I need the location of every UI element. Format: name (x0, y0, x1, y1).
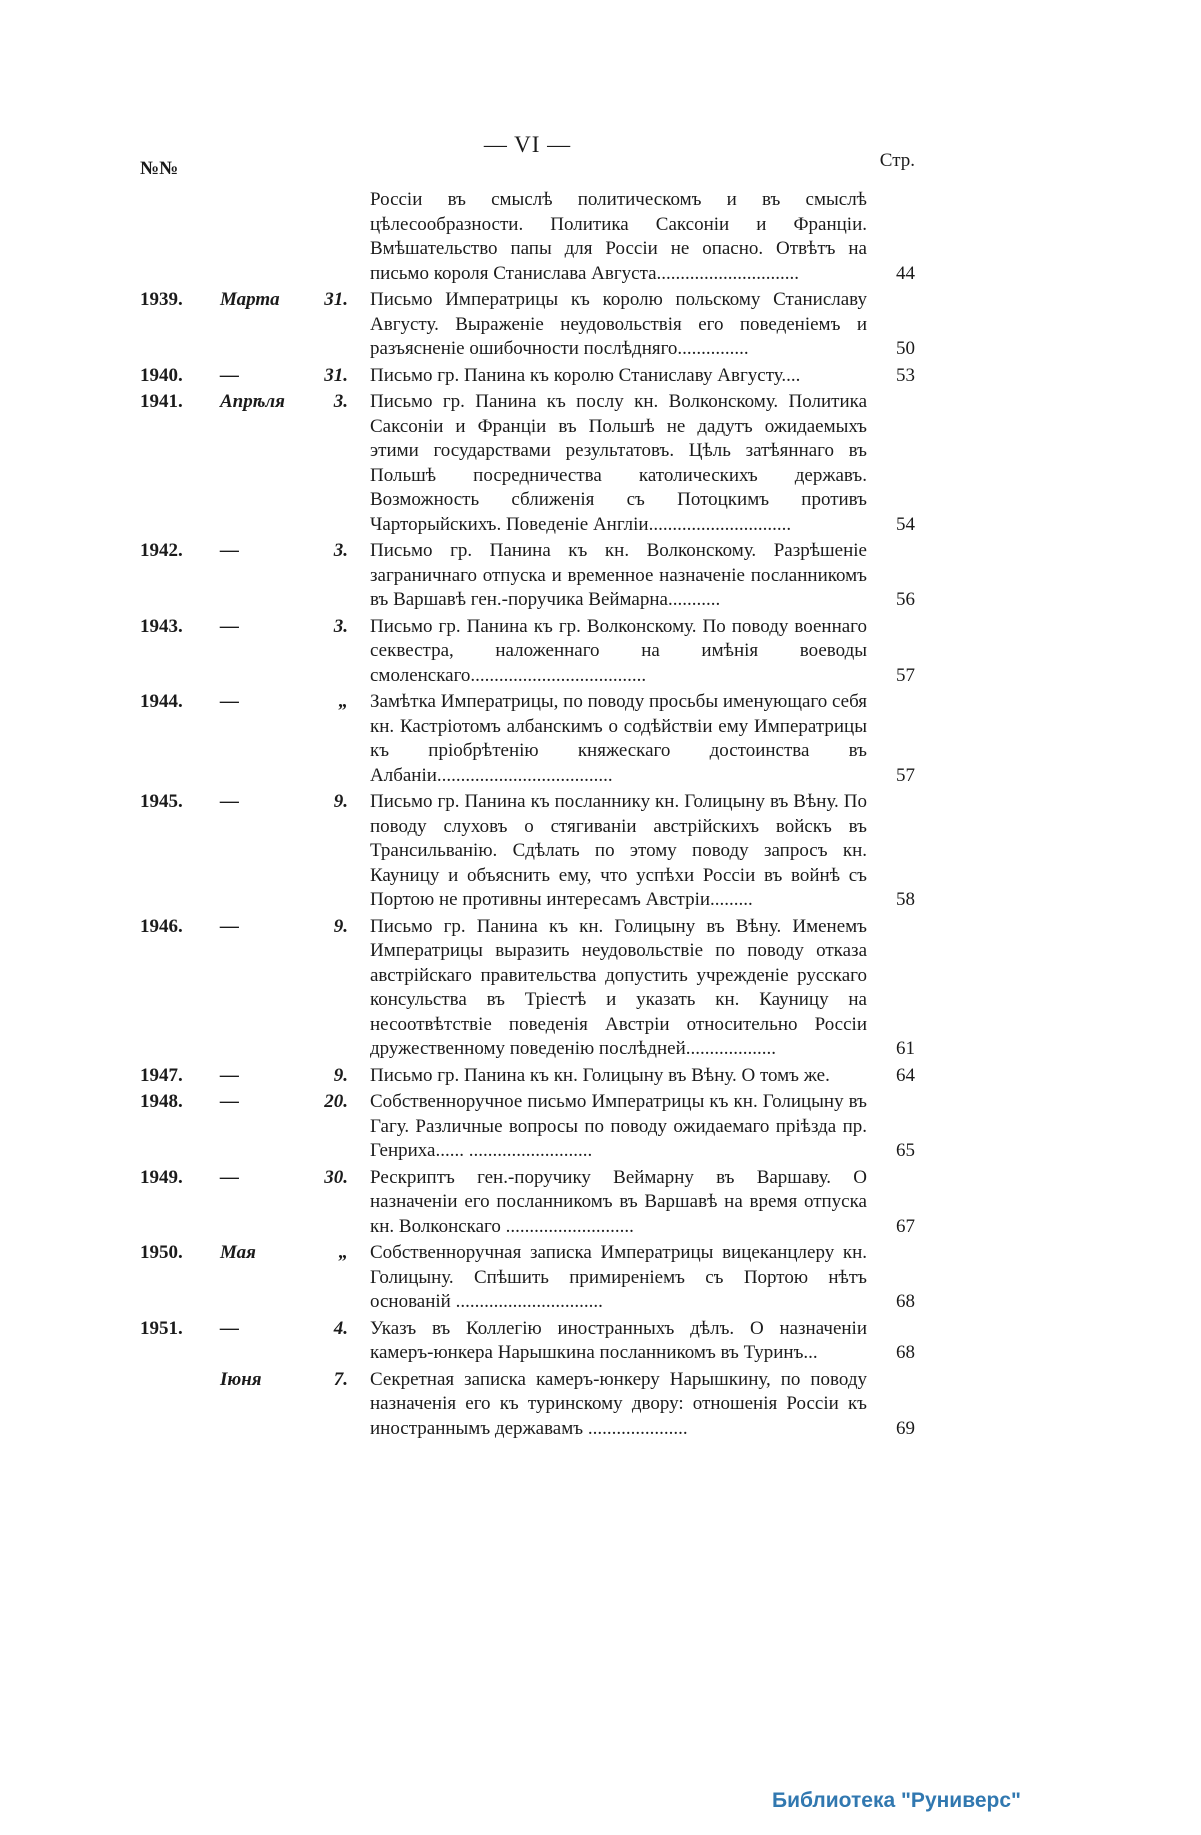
entry-day: 3. (333, 615, 348, 637)
entry-day: „ (338, 691, 348, 712)
entry-page: 56 (896, 589, 915, 610)
toc-entry (140, 615, 915, 689)
entry-page: 50 (896, 338, 915, 359)
entry-page: 67 (896, 1215, 915, 1237)
toc-entry (140, 364, 915, 389)
entry-page: 64 (896, 1064, 915, 1086)
entry-page: 65 (896, 1140, 915, 1161)
entry-text: Указъ въ Коллегію иностранныхъ дѣлъ. О назначеніи камеръ-юнкера Нарышкина посланникомъ въ Туринъ... (370, 1317, 867, 1363)
entry-day: 3. (333, 391, 348, 412)
entry-month: — (220, 615, 239, 637)
entry-text: Письмо гр. Панина къ кн. Волконскому. Разрѣшеніе заграничнаго отпуска и временное назначеніе посланникомъ въ Варшавѣ ген.-поручика Веймарна........... (370, 540, 867, 610)
entry-page: 44 (896, 262, 915, 284)
entry-page: 58 (896, 889, 915, 910)
entry-day: 20. (324, 1091, 348, 1112)
entry-day: 31. (324, 364, 348, 386)
numbers-column-header: №№ (140, 158, 179, 179)
entry-number: 1943. (140, 615, 183, 637)
entry-text: Россіи въ смыслѣ политическомъ и въ смыслѣ цѣлесообразности. Политика Саксоніи и Франціи. Вмѣшательство папы для Россіи не опасно. Отвѣтъ на письмо короля Станислава Августа.............................. (370, 189, 867, 284)
entry-month: Іюня (220, 1368, 262, 1390)
entry-text: Рескриптъ ген.-поручику Веймарну въ Варшаву. О назначеніи его посланникомъ въ Варшавѣ на время отпуска кн. Волконскаго ........................... (370, 1166, 867, 1237)
entry-number: 1948. (140, 1091, 183, 1112)
toc-entry (140, 1241, 915, 1315)
entry-page: 57 (896, 764, 915, 786)
entry-month: Марта (220, 289, 280, 310)
library-watermark: Библиотека "Руниверс" (771, 1789, 1021, 1812)
entry-day: 30. (324, 1166, 348, 1188)
entry-text: Собственноручное письмо Императрицы къ кн. Голицыну въ Гагу. Различные вопросы по поводу ожидаемаго пріѣзда пр. Генриха...... .......................... (370, 1091, 867, 1161)
entry-day: 4. (333, 1317, 348, 1339)
entry-page: 57 (896, 664, 915, 686)
entry-text: Письмо гр. Панина къ кн. Голицыну въ Вѣну. О томъ же. (370, 1064, 830, 1086)
entry-number: 1949. (140, 1166, 183, 1188)
entry-day: 31. (324, 289, 348, 310)
entry-month: — (220, 791, 239, 812)
toc-entry (140, 1090, 915, 1164)
entry-page: 68 (896, 1342, 915, 1363)
entry-page: 61 (896, 1038, 915, 1059)
page-column-header: Стр. (879, 150, 915, 171)
entry-month: — (220, 1064, 239, 1086)
toc-entry (140, 390, 915, 537)
page-number-roman: — VI — (483, 132, 572, 157)
entry-page: 68 (896, 1291, 915, 1312)
entry-text: Собственноручная записка Императрицы вицеканцлеру кн. Голицыну. Спѣшить примиреніемъ съ Портою нѣтъ основаній ............................... (370, 1242, 867, 1312)
entry-number: 1945. (140, 791, 183, 812)
entry-text: Замѣтка Императрицы, по поводу просьбы именующаго себя кн. Кастріотомъ албанскимъ о содѣйствіи ему Императрицы къ пріобрѣтенію княжескаго достоинства въ Албаніи..................................... (370, 691, 868, 786)
entry-number: 1939. (140, 289, 183, 310)
toc-entry (140, 690, 915, 788)
toc-entry (140, 1064, 915, 1089)
entry-number: 1941. (140, 391, 183, 412)
entry-text: Письмо Императрицы къ королю польскому Станиславу Августу. Выраженіе неудовольствія его поведеніемъ и разъясненіе ошибочности послѣдняго............... (370, 289, 867, 359)
entry-month: Апрѣля (220, 391, 285, 412)
toc-entry (140, 539, 915, 613)
entry-month: — (220, 1166, 239, 1188)
entry-day: 7. (333, 1368, 348, 1390)
toc-entry (140, 188, 915, 286)
toc-entry (140, 1317, 915, 1366)
entry-month: Мая (220, 1242, 256, 1263)
toc-entry (140, 790, 915, 913)
entry-page: 69 (896, 1417, 915, 1439)
toc-entry (140, 288, 915, 362)
entry-number: 1947. (140, 1064, 183, 1086)
entry-text: Письмо гр. Панина къ посланнику кн. Голицыну въ Вѣну. По поводу слуховъ о стягиваніи австрійскихъ войскъ въ Трансильванію. Сдѣлать по этому поводу запросъ кн. Кауницу и объяснить ему, что успѣхи Россіи въ войнѣ съ Портою не противны интересамъ Австріи......... (370, 791, 867, 910)
entry-day: 9. (333, 791, 348, 812)
entry-page: 54 (896, 513, 915, 535)
entry-number: 1951. (140, 1317, 183, 1339)
entry-month: — (220, 1091, 239, 1112)
entry-text: Письмо гр. Панина къ послу кн. Волконскому. Политика Саксоніи и Франціи въ Польшѣ не дадутъ ожидаемыхъ этими государствами результатовъ. Цѣль затѣяннаго въ Польшѣ посредничества католическихъ державъ. Возможность сближенія съ Потоцкимъ противъ Чарторыйскихъ. Поведеніе Англіи.............................. (370, 391, 867, 535)
entry-day: 9. (333, 1064, 348, 1086)
toc-entry (140, 915, 915, 1062)
toc-entry (140, 1368, 915, 1442)
entry-number: 1950. (140, 1242, 183, 1263)
entry-number: 1944. (140, 691, 183, 712)
entry-day: 9. (333, 915, 348, 937)
entry-month: — (220, 1317, 239, 1339)
entry-month: — (220, 691, 239, 712)
entry-day: 3. (333, 540, 348, 561)
toc-page (140, 132, 915, 1443)
entry-number: 1942. (140, 540, 183, 561)
entry-number: 1946. (140, 915, 183, 937)
entry-text: Секретная записка камеръ-юнкеру Нарышкину, по поводу назначенія его къ туринскому двору: отношенія Россіи къ иностраннымъ державамъ ..................... (370, 1368, 867, 1439)
entry-month: — (220, 540, 239, 561)
entry-day: „ (338, 1242, 348, 1263)
entry-text: Письмо гр. Панина къ кн. Голицыну въ Вѣну. Именемъ Императрицы выразить неудовольствіе по поводу отказа австрійскаго правительства допустить учрежденіе русскаго консульства въ Тріестѣ и указать кн. Кауницу на несоотвѣтствіе поведенія Австріи относительно Россіи дружественному поведенію послѣдней................... (370, 915, 867, 1059)
entry-number: 1940. (140, 364, 183, 386)
entry-text: Письмо гр. Панина къ гр. Волконскому. По поводу военнаго секвестра, наложеннаго на имѣнія воеводы смоленскаго..................................... (370, 615, 867, 686)
toc-entry (140, 1166, 915, 1240)
entry-month: — (220, 364, 239, 386)
entry-text: Письмо гр. Панина къ королю Станиславу Августу.... (370, 364, 801, 386)
entry-month: — (220, 915, 239, 937)
entry-page: 53 (896, 364, 915, 386)
